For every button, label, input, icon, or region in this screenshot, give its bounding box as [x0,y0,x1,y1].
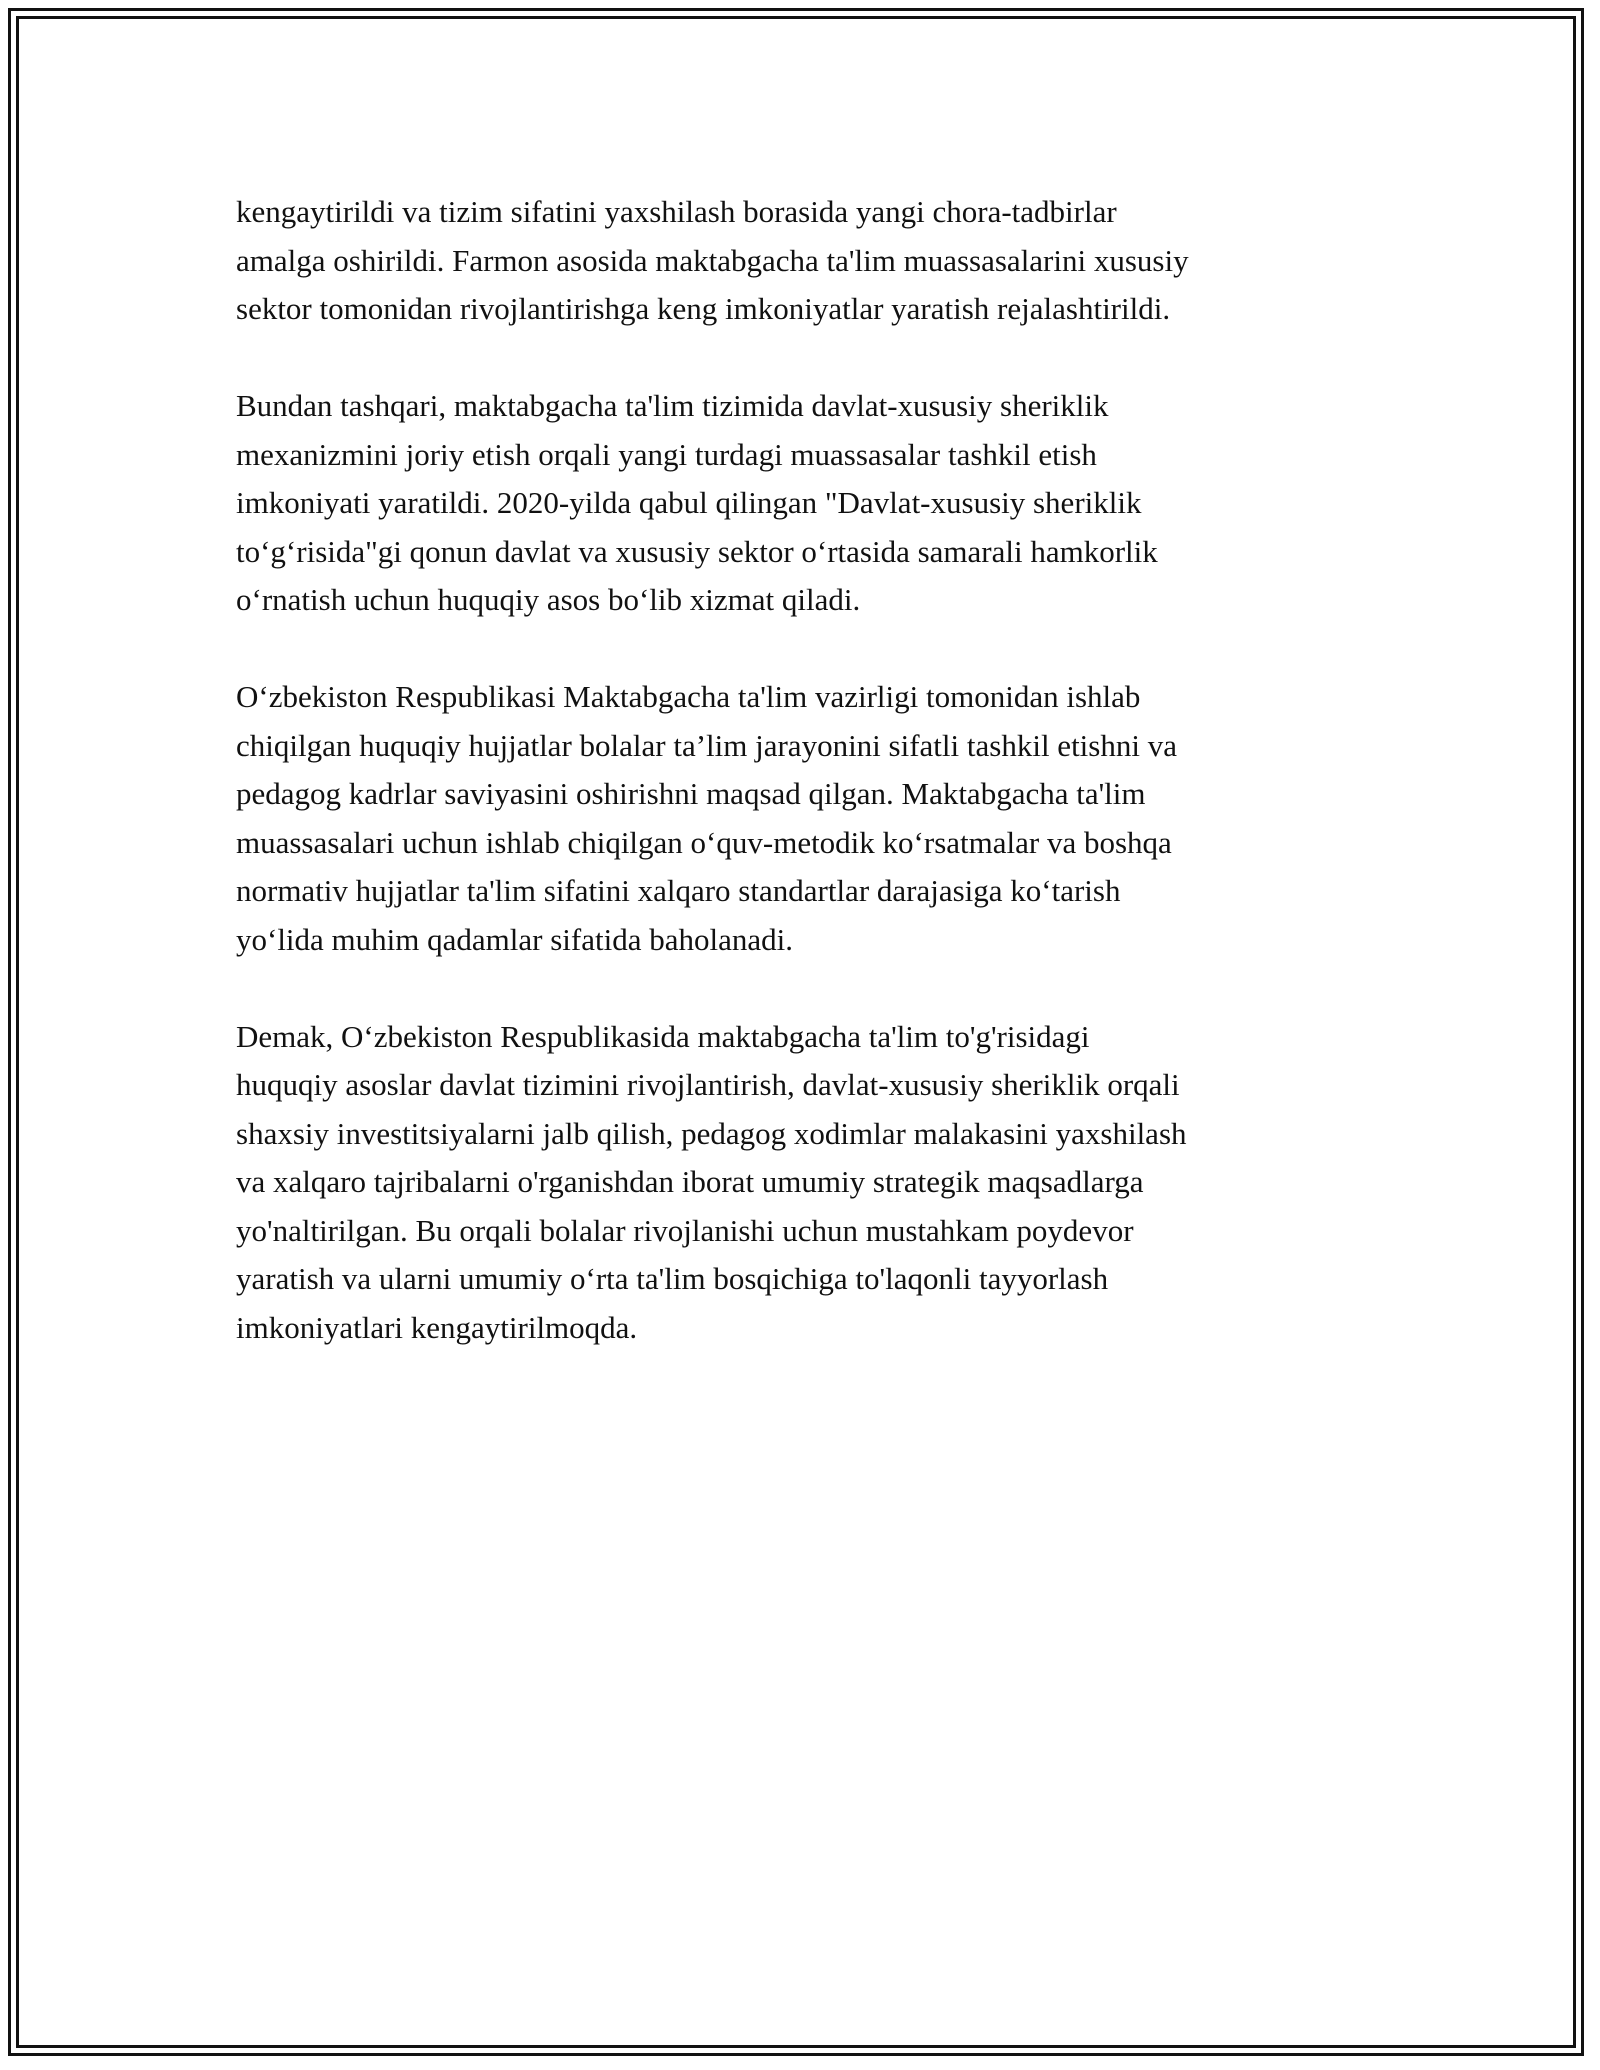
text-line: o‘rnatish uchun huquqiy asos bo‘lib xizmat qiladi. [236,582,861,617]
text-line: O‘zbekiston Respublikasi Maktabgacha ta'lim vazirligi tomonidan ishlab [236,679,1141,714]
text-line: kengaytirildi va tizim sifatini yaxshilash borasida yangi chora-tadbirlar [236,194,1117,229]
text-line: amalga oshirildi. Farmon asosida maktabgacha ta'lim muassasalarini xususiy [236,242,1189,278]
text-line: normativ hujjatlar ta'lim sifatini xalqaro standartlar darajasiga ko‘tarish [236,873,1121,908]
text-line: mexanizmini joriy etish orqali yangi turdagi muassasalar tashkil etish [236,436,1097,472]
text-line: muassasalari uchun ishlab chiqilgan o‘quv-metodik ko‘rsatmalar va boshqa [236,824,1172,860]
paragraph-1 [236,188,1396,334]
paragraph-3 [236,673,1396,964]
paragraph-4 [236,1013,1396,1353]
text-line: sektor tomonidan rivojlantirishga keng imkoniyatlar yaratish rejalashtirildi. [236,291,1171,326]
text-line: huquqiy asoslar davlat tizimini rivojlantirish, davlat-xususiy sheriklik orqali [236,1067,1180,1102]
text-line: to‘g‘risida"gi qonun davlat va xususiy sektor o‘rtasida samarali hamkorlik [236,533,1158,569]
text-line: yo‘lida muhim qadamlar sifatida baholanadi. [236,921,793,957]
text-line: pedagog kadrlar saviyasini oshirishni maqsad qilgan. Maktabgacha ta'lim [236,776,1146,811]
text-line: va xalqaro tajribalarni o'rganishdan iborat umumiy strategik maqsadlarga [236,1164,1144,1199]
text-line: yaratish va ularni umumiy o‘rta ta'lim bosqichiga to'laqonli tayyorlash [236,1261,1109,1296]
text-line: Demak, O‘zbekiston Respublikasida maktabgacha ta'lim to'g'risidagi [236,1018,1090,1054]
paragraph-2 [236,382,1396,625]
text-line: imkoniyati yaratildi. 2020-yilda qabul qilingan "Davlat-xususiy sheriklik [236,485,1142,520]
text-line: imkoniyatlari kengaytirilmoqda. [236,1309,638,1345]
document-body [236,188,1396,1352]
text-line: Bundan tashqari, maktabgacha ta'lim tizimida davlat-xususiy sheriklik [236,388,1109,423]
text-line: yo'naltirilgan. Bu orqali bolalar rivojlanishi uchun mustahkam poydevor [236,1212,1134,1248]
text-line: shaxsiy investitsiyalarni jalb qilish, pedagog xodimlar malakasini yaxshilash [236,1115,1187,1151]
text-line: chiqilgan huquqiy hujjatlar bolalar ta’lim jarayonini sifatli tashkil etishni va [236,727,1177,763]
